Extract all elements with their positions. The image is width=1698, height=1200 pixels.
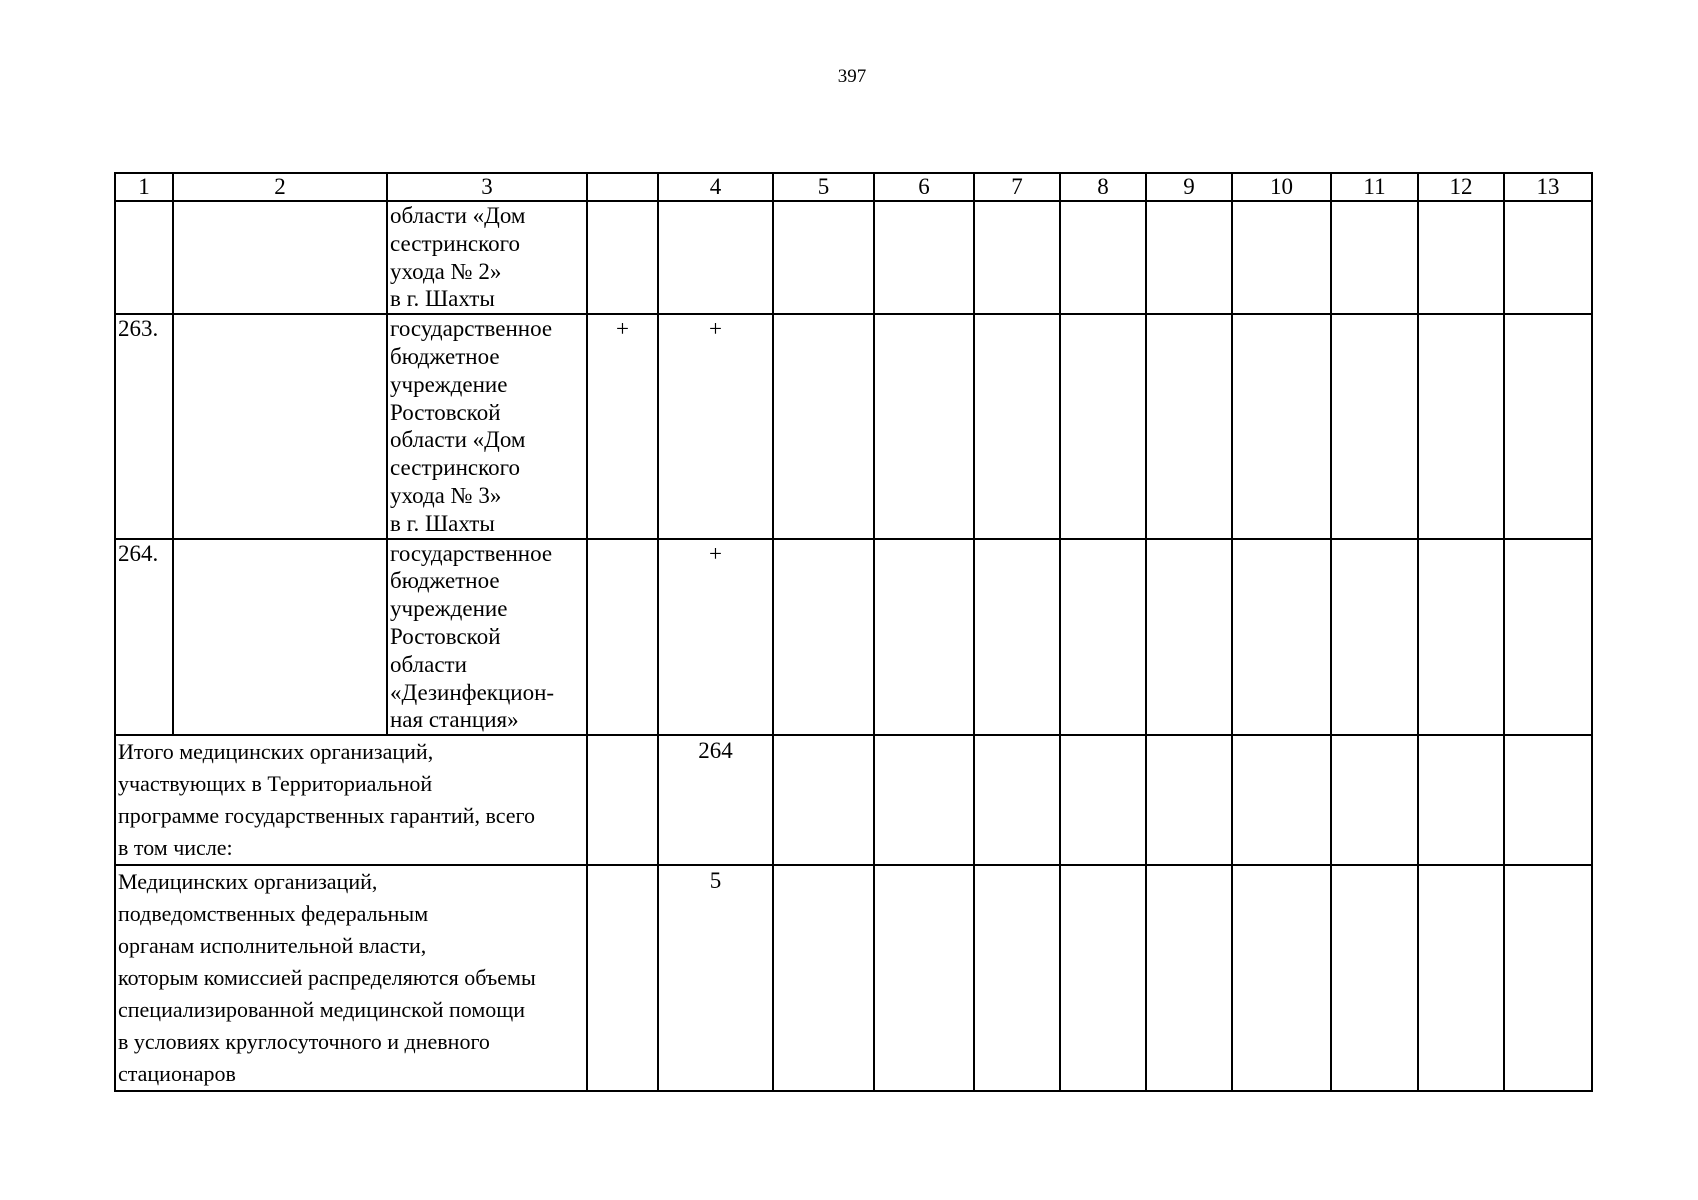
row-number: 263.: [115, 314, 173, 538]
row-number: [115, 201, 173, 314]
cell: [1060, 201, 1146, 314]
cell: [974, 539, 1060, 736]
column-header: 7: [974, 173, 1060, 201]
cell: [974, 735, 1060, 865]
mark-cell: +: [587, 314, 658, 538]
cell: [974, 314, 1060, 538]
column-header: [587, 173, 658, 201]
mark-cell: +: [658, 539, 773, 736]
row-number: 264.: [115, 539, 173, 736]
cell: [1232, 735, 1331, 865]
cell: [1146, 865, 1232, 1091]
table-row: [115, 539, 1592, 736]
cell: [1504, 201, 1592, 314]
summary-row-federal: [115, 865, 1592, 1091]
cell: [773, 201, 874, 314]
column-header: 2: [173, 173, 387, 201]
cell: [1331, 735, 1418, 865]
cell: [773, 314, 874, 538]
column-header: 11: [1331, 173, 1418, 201]
medical-organizations-table: [114, 172, 1593, 1092]
column-header: 6: [874, 173, 974, 201]
mark-cell: [658, 201, 773, 314]
cell: [1418, 314, 1504, 538]
column-header: 3: [387, 173, 587, 201]
cell: [874, 539, 974, 736]
column-header: 5: [773, 173, 874, 201]
column-header: 1: [115, 173, 173, 201]
cell: [1331, 539, 1418, 736]
column-header: 10: [1232, 173, 1331, 201]
cell: [1504, 314, 1592, 538]
summary-value: 264: [658, 735, 773, 865]
cell: [1232, 314, 1331, 538]
cell: [1418, 201, 1504, 314]
cell: [874, 735, 974, 865]
cell: [1060, 314, 1146, 538]
mark-cell: [587, 201, 658, 314]
cell: [773, 735, 874, 865]
cell: [173, 314, 387, 538]
cell: [1060, 735, 1146, 865]
cell: [1331, 314, 1418, 538]
cell: [1504, 539, 1592, 736]
cell: [1418, 865, 1504, 1091]
column-header: 12: [1418, 173, 1504, 201]
cell: [1418, 735, 1504, 865]
cell: [1060, 865, 1146, 1091]
cell: [773, 539, 874, 736]
cell: [173, 539, 387, 736]
cell: [1418, 539, 1504, 736]
column-header: 4: [658, 173, 773, 201]
summary-label: Медицинских организаций, подведомственных федеральным органам исполнительной власти, которым комиссией распределяются объемы специализированной медицинской помощи в условиях круглосуточного и дневного стационаров: [115, 865, 587, 1091]
mark-cell: +: [658, 314, 773, 538]
table-header-row: [115, 173, 1592, 201]
table-row: [115, 201, 1592, 314]
mark-cell: [587, 539, 658, 736]
cell: [1146, 735, 1232, 865]
cell: [1331, 201, 1418, 314]
cell: [587, 735, 658, 865]
cell: [1331, 865, 1418, 1091]
cell: [874, 865, 974, 1091]
column-header: 8: [1060, 173, 1146, 201]
cell: [874, 314, 974, 538]
cell: [974, 201, 1060, 314]
summary-value: 5: [658, 865, 773, 1091]
page-number: 397: [837, 66, 867, 87]
cell: [1146, 539, 1232, 736]
cell: [1232, 865, 1331, 1091]
column-header: 13: [1504, 173, 1592, 201]
organization-name: государственное бюджетное учреждение Ростовской области «Дезинфекцион- ная станция»: [387, 539, 587, 736]
organization-name: государственное бюджетное учреждение Ростовской области «Дом сестринского ухода № 3» в г. Шахты: [387, 314, 587, 538]
cell: [173, 201, 387, 314]
cell: [874, 201, 974, 314]
cell: [773, 865, 874, 1091]
organization-name: области «Дом сестринского ухода № 2» в г. Шахты: [387, 201, 587, 314]
cell: [1232, 539, 1331, 736]
cell: [1504, 865, 1592, 1091]
cell: [1146, 201, 1232, 314]
table-row: [115, 314, 1592, 538]
column-header: 9: [1146, 173, 1232, 201]
summary-row-total: [115, 735, 1592, 865]
cell: [587, 865, 658, 1091]
cell: [974, 865, 1060, 1091]
cell: [1232, 201, 1331, 314]
summary-label: Итого медицинских организаций, участвующих в Территориальной программе государственных гарантий, всего в том числе:: [115, 735, 587, 865]
cell: [1146, 314, 1232, 538]
cell: [1504, 735, 1592, 865]
cell: [1060, 539, 1146, 736]
